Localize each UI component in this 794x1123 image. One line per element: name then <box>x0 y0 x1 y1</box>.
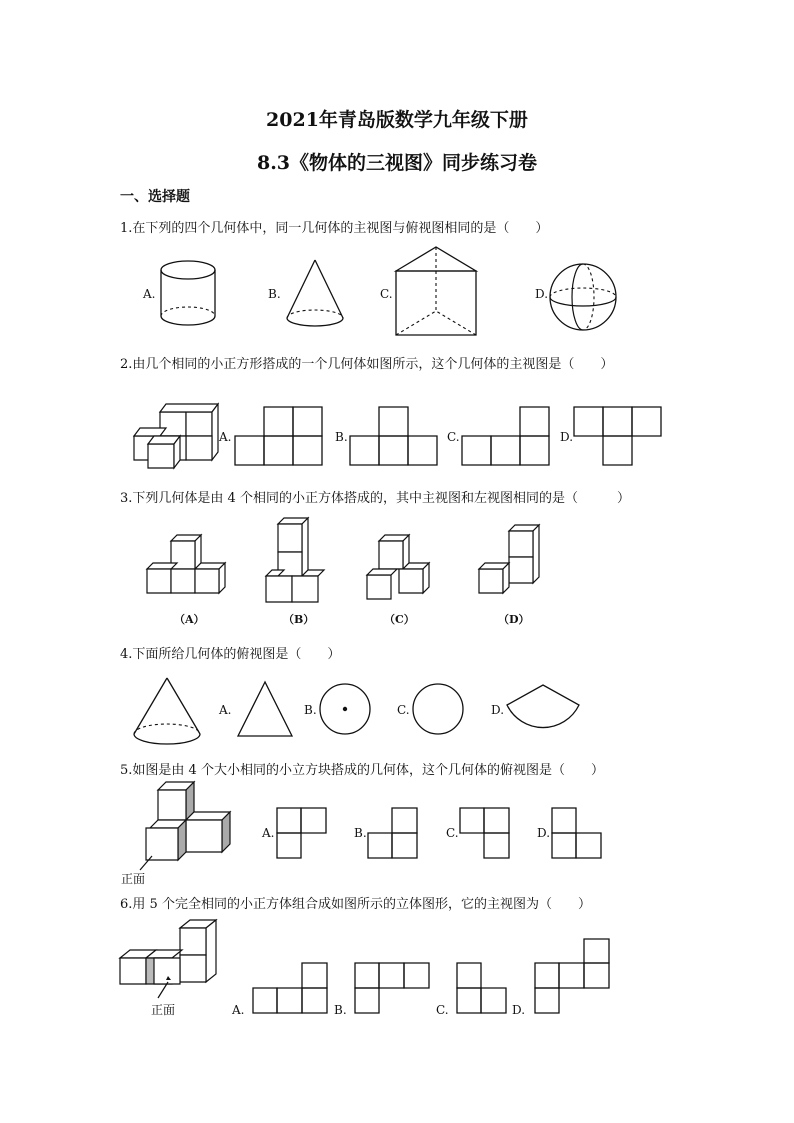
q6-option-a-label: A. <box>232 1003 245 1017</box>
section-heading: 一、选择题 <box>120 189 190 205</box>
q4-cone-figure <box>132 676 202 748</box>
q3-figure-c <box>367 535 433 601</box>
q4-triangle-view <box>236 680 294 738</box>
cube-stack-figure <box>132 400 218 470</box>
q5-front-label: 正面 <box>121 872 146 886</box>
q6-option-c-label: C. <box>436 1003 449 1017</box>
q4-option-a-label: A. <box>219 703 232 717</box>
q3-figure-a <box>147 535 233 595</box>
page-title: 2021年青岛版数学九年级下册 <box>266 109 528 131</box>
question-6-text: 6.用 5 个完全相同的小正方体组合成如图所示的立体图形，它的主视图为（ ） <box>120 897 591 912</box>
q2-option-b-view <box>350 406 438 466</box>
q2-option-a-label: A. <box>219 430 232 444</box>
q4-option-d-label: D. <box>491 703 505 717</box>
q6-option-d-label: D. <box>512 1003 526 1017</box>
q5-cube-figure <box>140 780 232 862</box>
q2-option-d-label: D. <box>560 430 574 444</box>
q1-option-a-label: A. <box>143 287 156 301</box>
q6-option-d-view <box>534 938 610 1014</box>
q6-front-label: 正面 <box>151 1003 176 1017</box>
cone-figure <box>284 258 346 330</box>
q2-option-c-label: C. <box>447 430 460 444</box>
triangular-prism-figure <box>394 245 478 337</box>
q1-option-c-label: C. <box>380 287 393 301</box>
question-2-text: 2.由几个相同的小正方形搭成的一个几何体如图所示，这个几何体的主视图是（ ） <box>120 357 614 372</box>
q4-sector-view <box>505 683 581 735</box>
question-5-text: 5.如图是由 4 个大小相同的小立方块搭成的几何体，这个几何体的俯视图是（ ） <box>120 763 604 778</box>
q5-option-a-label: A. <box>262 826 275 840</box>
q3-caption-b: （B） <box>283 613 315 626</box>
q4-circle-view <box>411 682 465 736</box>
q3-caption-c: （C） <box>384 613 415 626</box>
q3-caption-d: （D） <box>498 613 530 626</box>
q6-option-b-view <box>354 962 430 1014</box>
q1-option-b-label: B. <box>268 287 281 301</box>
question-4-text: 4.下面所给几何体的俯视图是（ ） <box>120 647 341 662</box>
q4-option-b-label: B. <box>304 703 317 717</box>
q2-option-b-label: B. <box>335 430 348 444</box>
q6-option-a-view <box>252 962 328 1014</box>
question-1-text: 1.在下列的四个几何体中，同一几何体的主视图与俯视图相同的是（ ） <box>120 221 549 236</box>
page-subtitle: 8.3《物体的三视图》同步练习卷 <box>256 152 538 174</box>
q6-option-c-view <box>456 962 508 1014</box>
q6-option-b-label: B. <box>334 1003 347 1017</box>
q2-option-d-view <box>574 406 662 466</box>
q1-option-d-label: D. <box>535 287 549 301</box>
q3-caption-a: （A） <box>174 613 205 626</box>
q3-figure-d <box>477 525 547 597</box>
q6-cube-figure <box>118 918 218 998</box>
q5-option-c-view <box>459 807 511 859</box>
sphere-figure <box>548 262 618 332</box>
q4-circle-dot-view <box>318 682 372 736</box>
cylinder-figure <box>158 258 218 328</box>
q2-option-c-view <box>462 406 550 466</box>
q4-option-c-label: C. <box>397 703 410 717</box>
question-3-text: 3.下列几何体是由 4 个相同的小正方体搭成的，其中主视图和左视图相同的是（ ） <box>120 491 630 506</box>
q5-option-d-label: D. <box>537 826 551 840</box>
q5-option-a-view <box>276 807 328 859</box>
q3-figure-b <box>266 518 326 604</box>
q5-option-b-label: B. <box>354 826 367 840</box>
q5-option-c-label: C. <box>446 826 459 840</box>
q5-option-b-view <box>367 807 419 859</box>
q5-option-d-view <box>551 807 603 859</box>
q2-option-a-view <box>235 406 323 466</box>
